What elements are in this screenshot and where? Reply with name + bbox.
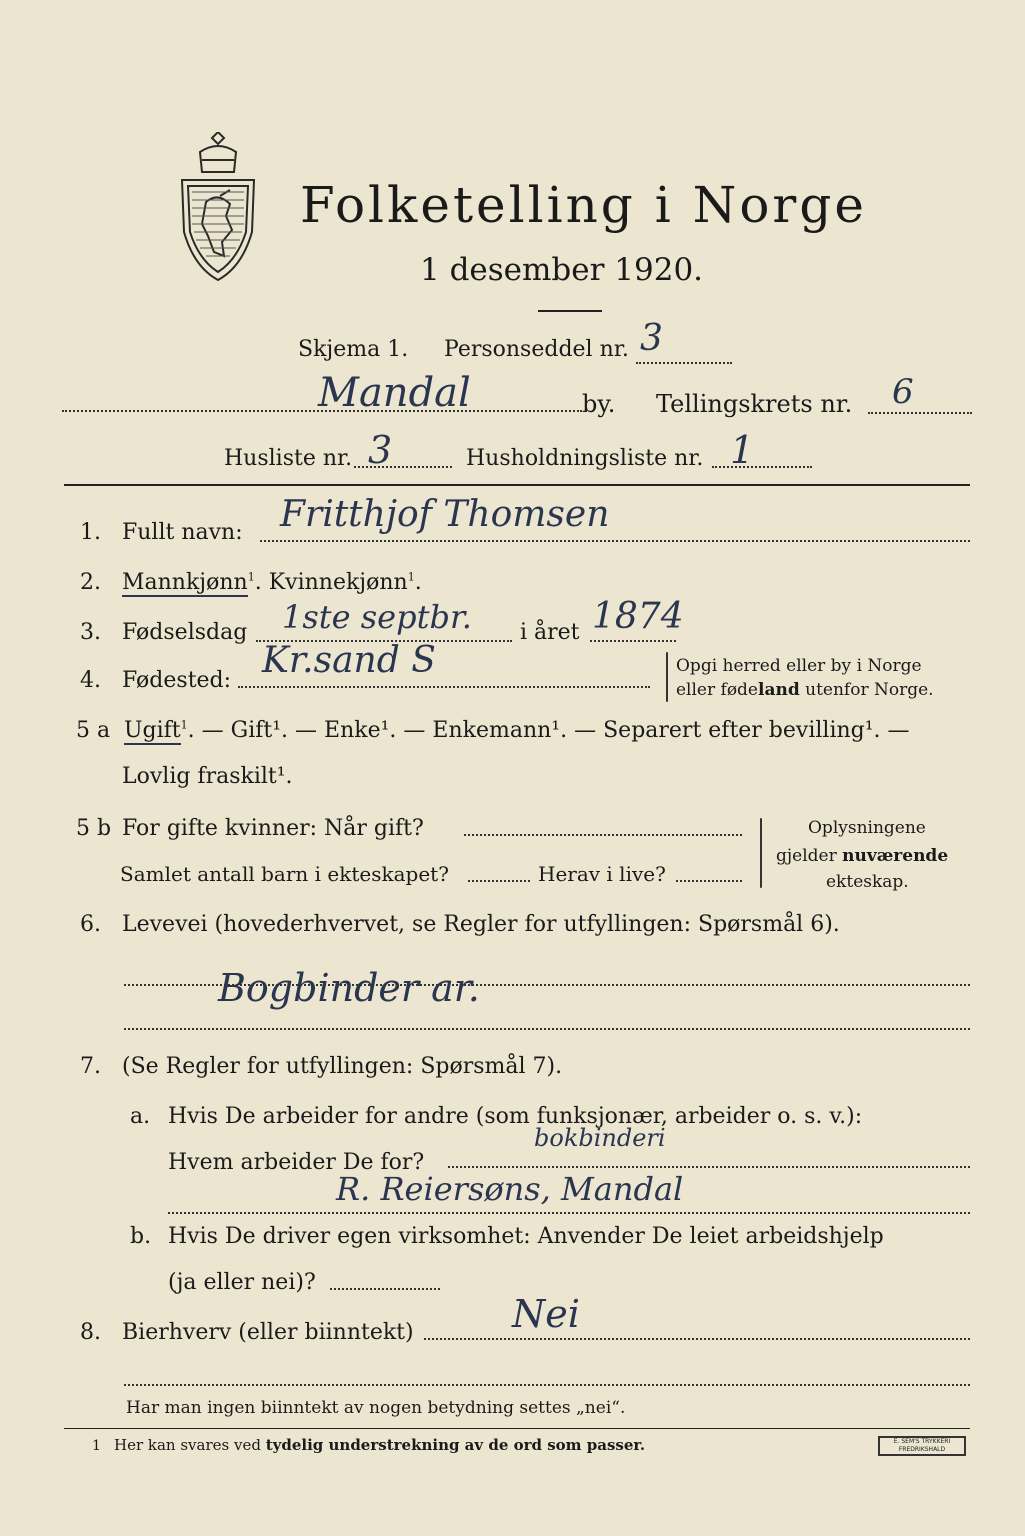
city-value: Mandal bbox=[318, 370, 471, 416]
q5a-options: Ugift$^1$. — Gift¹. — Enke¹. — Enkemann¹. — Separert efter bevilling¹. — bbox=[124, 718, 910, 743]
printer-stamp: E. SEM'S TRYKKERI FREDRIKSHALD bbox=[878, 1436, 966, 1456]
footnote-rule bbox=[64, 1428, 970, 1429]
q3-label: Fødselsdag bbox=[122, 620, 248, 645]
q5b-line1: For gifte kvinner: Når gift? bbox=[122, 816, 424, 841]
q2-options: Mannkjønn$^1$. Kvinnekjønn$^1$. bbox=[122, 570, 422, 595]
q7-label: (Se Regler for utfyllingen: Spørsmål 7). bbox=[122, 1054, 563, 1079]
q4-number: 4. bbox=[80, 668, 101, 693]
q8-value: Nei bbox=[512, 1292, 580, 1336]
husholdning-label: Husholdningsliste nr. bbox=[466, 446, 704, 471]
q5a-line2: Lovlig fraskilt¹. bbox=[122, 764, 293, 789]
by-label: by. bbox=[582, 390, 616, 418]
q1-number: 1. bbox=[80, 520, 101, 545]
q4-note-1: Opgi herred eller by i Norge bbox=[676, 656, 922, 676]
personseddel-value: 3 bbox=[640, 318, 663, 359]
mannkjonn-option: Mannkjønn bbox=[122, 570, 248, 595]
q5a-number: 5 a bbox=[76, 718, 111, 743]
q7a-question: Hvem arbeider De for? bbox=[168, 1150, 425, 1175]
footnote-text: Her kan svares ved tydelig understrekning av de ord som passer. bbox=[114, 1436, 646, 1454]
q1-label: Fullt navn: bbox=[122, 520, 243, 545]
q5b-number: 5 b bbox=[76, 816, 112, 841]
q5b-note-1: Oplysningene bbox=[808, 818, 926, 838]
q7a-text: Hvis De arbeider for andre (som funksjonær, arbeider o. s. v.): bbox=[168, 1104, 863, 1129]
q4-note-2: eller fødeland utenfor Norge. bbox=[676, 680, 934, 700]
tellingskrets-label: Tellingskrets nr. bbox=[656, 390, 853, 418]
q7a-value-2: R. Reiersøns, Mandal bbox=[336, 1170, 684, 1208]
q3-year-value: 1874 bbox=[592, 596, 684, 637]
husliste-value: 3 bbox=[368, 428, 393, 472]
q6-number: 6. bbox=[80, 912, 101, 937]
tellingskrets-value: 6 bbox=[892, 372, 914, 412]
census-date: 1 desember 1920. bbox=[420, 252, 704, 288]
q7b-letter: b. bbox=[130, 1224, 152, 1249]
kvinnekjonn-option: Kvinnekjønn bbox=[268, 570, 408, 595]
biinntekt-note: Har man ingen biinntekt av nogen betydning settes „nei“. bbox=[126, 1398, 626, 1418]
q3-value: 1ste septbr. bbox=[282, 598, 472, 636]
q6-value: Bogbinder ar. bbox=[218, 966, 480, 1010]
q7a-letter: a. bbox=[130, 1104, 151, 1129]
q5b-note-3: ekteskap. bbox=[826, 872, 909, 892]
q3-number: 3. bbox=[80, 620, 101, 645]
q2-number: 2. bbox=[80, 570, 101, 595]
q7b-question: (ja eller nei)? bbox=[168, 1270, 316, 1295]
q5b-line2b: Herav i live? bbox=[538, 862, 666, 886]
q8-label: Bierhverv (eller biinntekt) bbox=[122, 1320, 414, 1345]
header-rule bbox=[64, 484, 970, 486]
q7b-text: Hvis De driver egen virksomhet: Anvender De leiet arbeidshjelp bbox=[168, 1224, 884, 1249]
q3-year-label: i året bbox=[520, 620, 580, 645]
title-divider bbox=[538, 310, 602, 312]
q6-label: Levevei (hovederhvervet, se Regler for utfyllingen: Spørsmål 6). bbox=[122, 912, 840, 937]
coat-of-arms-icon bbox=[172, 132, 264, 284]
ugift-option: Ugift bbox=[124, 718, 181, 743]
page-title: Folketelling i Norge bbox=[300, 176, 867, 234]
footnote-mark: 1 bbox=[92, 1438, 101, 1454]
husholdning-value: 1 bbox=[730, 428, 755, 472]
husliste-label: Husliste nr. bbox=[224, 446, 353, 471]
q7-number: 7. bbox=[80, 1054, 101, 1079]
q8-number: 8. bbox=[80, 1320, 101, 1345]
q5b-line2a: Samlet antall barn i ekteskapet? bbox=[120, 862, 449, 886]
q4-label: Fødested: bbox=[122, 668, 232, 693]
q4-value: Kr.sand S bbox=[262, 640, 436, 681]
personseddel-label: Personseddel nr. bbox=[444, 337, 629, 362]
q7a-value-1: bokbinderi bbox=[534, 1124, 666, 1152]
skjema-label: Skjema 1. bbox=[298, 337, 409, 362]
q1-value: Fritthjof Thomsen bbox=[280, 494, 610, 535]
q5b-note-2: gjelder nuværende bbox=[776, 846, 949, 866]
